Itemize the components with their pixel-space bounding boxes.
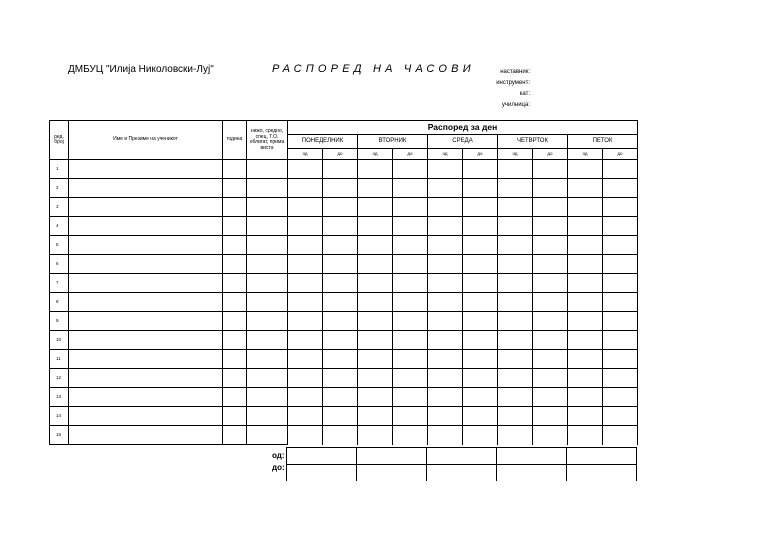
table-cell[interactable] xyxy=(288,198,323,217)
row-number: 13 xyxy=(50,388,69,407)
table-row xyxy=(50,236,638,255)
table-row xyxy=(50,179,638,198)
table-row xyxy=(50,293,638,312)
table-cell[interactable] xyxy=(358,160,393,179)
table-cell[interactable] xyxy=(568,217,603,236)
table-cell[interactable] xyxy=(393,350,428,369)
table-cell[interactable] xyxy=(568,369,603,388)
table-cell[interactable] xyxy=(568,293,603,312)
table-cell[interactable] xyxy=(568,160,603,179)
table-cell[interactable] xyxy=(393,198,428,217)
table-cell[interactable] xyxy=(603,331,638,350)
table-cell[interactable] xyxy=(463,236,498,255)
table-cell[interactable] xyxy=(428,312,463,331)
table-cell[interactable] xyxy=(323,312,358,331)
table-cell[interactable] xyxy=(69,407,223,426)
table-cell[interactable] xyxy=(533,331,568,350)
table-row xyxy=(50,217,638,236)
table-cell[interactable] xyxy=(323,236,358,255)
table-cell[interactable] xyxy=(69,388,223,407)
table-cell[interactable] xyxy=(393,312,428,331)
table-cell[interactable] xyxy=(223,160,247,179)
table-cell[interactable] xyxy=(393,331,428,350)
table-cell[interactable] xyxy=(568,312,603,331)
footer-time-row xyxy=(287,465,637,482)
table-cell[interactable] xyxy=(603,255,638,274)
footer-time-cell[interactable] xyxy=(357,448,427,465)
table-cell[interactable] xyxy=(247,426,288,445)
table-cell[interactable] xyxy=(428,426,463,445)
table-cell[interactable] xyxy=(393,369,428,388)
table-cell[interactable] xyxy=(358,255,393,274)
row-number: 2 xyxy=(50,179,69,198)
col-num-header: ред. број xyxy=(50,121,69,160)
table-cell[interactable] xyxy=(498,236,533,255)
table-cell[interactable] xyxy=(69,179,223,198)
table-cell[interactable] xyxy=(603,217,638,236)
table-cell[interactable] xyxy=(247,350,288,369)
footer-time-cell[interactable] xyxy=(427,448,497,465)
table-cell[interactable] xyxy=(247,217,288,236)
table-cell[interactable] xyxy=(428,369,463,388)
table-cell[interactable] xyxy=(223,274,247,293)
table-cell[interactable] xyxy=(288,350,323,369)
day-header: ПОНЕДЕЛНИК xyxy=(288,135,358,149)
day-header: ПЕТОК xyxy=(568,135,638,149)
table-cell[interactable] xyxy=(463,369,498,388)
table-cell[interactable] xyxy=(323,179,358,198)
table-cell[interactable] xyxy=(533,236,568,255)
table-cell[interactable] xyxy=(69,255,223,274)
table-cell[interactable] xyxy=(323,293,358,312)
page-title: РАСПОРЕД НА ЧАСОВИ xyxy=(272,63,475,75)
from-subheader: од xyxy=(358,149,393,160)
table-cell[interactable] xyxy=(428,407,463,426)
table-cell[interactable] xyxy=(358,331,393,350)
table-cell[interactable] xyxy=(393,388,428,407)
table-cell[interactable] xyxy=(69,426,223,445)
table-cell[interactable] xyxy=(247,274,288,293)
table-cell[interactable] xyxy=(463,274,498,293)
table-cell[interactable] xyxy=(498,274,533,293)
table-cell[interactable] xyxy=(358,350,393,369)
table-cell[interactable] xyxy=(568,331,603,350)
row-number: 4 xyxy=(50,217,69,236)
to-subheader: до xyxy=(463,149,498,160)
table-cell[interactable] xyxy=(223,407,247,426)
day-header: ЧЕТВРТОК xyxy=(498,135,568,149)
to-subheader: до xyxy=(323,149,358,160)
table-cell[interactable] xyxy=(498,350,533,369)
table-cell[interactable] xyxy=(533,274,568,293)
to-subheader: до xyxy=(603,149,638,160)
table-cell[interactable] xyxy=(69,236,223,255)
table-cell[interactable] xyxy=(69,312,223,331)
footer-time-cell[interactable] xyxy=(497,465,567,482)
table-cell[interactable] xyxy=(533,198,568,217)
table-cell[interactable] xyxy=(358,293,393,312)
table-cell[interactable] xyxy=(603,426,638,445)
table-cell[interactable] xyxy=(223,255,247,274)
table-cell[interactable] xyxy=(533,217,568,236)
row-number: 7 xyxy=(50,274,69,293)
table-cell[interactable] xyxy=(223,198,247,217)
table-cell[interactable] xyxy=(463,388,498,407)
table-cell[interactable] xyxy=(463,350,498,369)
table-cell[interactable] xyxy=(463,312,498,331)
table-row xyxy=(50,426,638,445)
table-cell[interactable] xyxy=(463,160,498,179)
table-cell[interactable] xyxy=(428,350,463,369)
table-cell[interactable] xyxy=(358,312,393,331)
table-cell[interactable] xyxy=(603,160,638,179)
table-cell[interactable] xyxy=(603,293,638,312)
table-cell[interactable] xyxy=(498,369,533,388)
schedule-title: Распоред за ден xyxy=(288,121,638,135)
table-cell[interactable] xyxy=(358,217,393,236)
table-row xyxy=(50,255,638,274)
table-cell[interactable] xyxy=(533,426,568,445)
table-cell[interactable] xyxy=(69,160,223,179)
table-cell[interactable] xyxy=(288,179,323,198)
to-subheader: до xyxy=(393,149,428,160)
table-cell[interactable] xyxy=(428,255,463,274)
table-cell[interactable] xyxy=(358,369,393,388)
row-number: 10 xyxy=(50,331,69,350)
table-cell[interactable] xyxy=(393,160,428,179)
from-subheader: од xyxy=(288,149,323,160)
from-subheader: од xyxy=(568,149,603,160)
table-cell[interactable] xyxy=(323,388,358,407)
table-cell[interactable] xyxy=(288,255,323,274)
table-cell[interactable] xyxy=(533,369,568,388)
table-cell[interactable] xyxy=(428,217,463,236)
table-cell[interactable] xyxy=(69,350,223,369)
table-cell[interactable] xyxy=(358,274,393,293)
table-cell[interactable] xyxy=(568,274,603,293)
table-cell[interactable] xyxy=(463,331,498,350)
schedule-table xyxy=(49,120,638,445)
row-number: 12 xyxy=(50,369,69,388)
table-cell[interactable] xyxy=(223,217,247,236)
table-cell[interactable] xyxy=(428,160,463,179)
table-cell[interactable] xyxy=(247,236,288,255)
table-cell[interactable] xyxy=(533,179,568,198)
footer-to-label: до: xyxy=(272,463,285,472)
table-cell[interactable] xyxy=(533,350,568,369)
table-cell[interactable] xyxy=(533,255,568,274)
table-cell[interactable] xyxy=(223,369,247,388)
table-cell[interactable] xyxy=(247,388,288,407)
table-cell[interactable] xyxy=(358,236,393,255)
table-cell[interactable] xyxy=(323,331,358,350)
table-cell[interactable] xyxy=(568,236,603,255)
row-number: 8 xyxy=(50,293,69,312)
col-level-header: нижо, средно, спец, Т.О. облигат, прима виста xyxy=(247,121,288,160)
table-cell[interactable] xyxy=(358,388,393,407)
table-cell[interactable] xyxy=(568,179,603,198)
table-cell[interactable] xyxy=(603,274,638,293)
department-label: кат: xyxy=(519,91,530,97)
table-cell[interactable] xyxy=(247,255,288,274)
table-cell[interactable] xyxy=(393,293,428,312)
row-number: 15 xyxy=(50,426,69,445)
table-cell[interactable] xyxy=(603,179,638,198)
table-cell[interactable] xyxy=(498,179,533,198)
table-cell[interactable] xyxy=(603,350,638,369)
table-cell[interactable] xyxy=(288,274,323,293)
table-row xyxy=(50,331,638,350)
row-number: 5 xyxy=(50,236,69,255)
table-cell[interactable] xyxy=(323,407,358,426)
table-cell[interactable] xyxy=(288,293,323,312)
row-number: 14 xyxy=(50,407,69,426)
school-name: ДМБУЦ "Илија Николовски-Луј" xyxy=(68,64,214,75)
table-cell[interactable] xyxy=(323,160,358,179)
table-cell[interactable] xyxy=(463,198,498,217)
table-cell[interactable] xyxy=(498,426,533,445)
table-cell[interactable] xyxy=(428,274,463,293)
table-cell[interactable] xyxy=(323,198,358,217)
table-cell[interactable] xyxy=(463,179,498,198)
table-cell[interactable] xyxy=(428,179,463,198)
table-cell[interactable] xyxy=(498,160,533,179)
table-cell[interactable] xyxy=(428,331,463,350)
table-cell[interactable] xyxy=(393,255,428,274)
row-number: 3 xyxy=(50,198,69,217)
row-number: 1 xyxy=(50,160,69,179)
table-row xyxy=(50,198,638,217)
table-cell[interactable] xyxy=(463,426,498,445)
table-cell[interactable] xyxy=(393,236,428,255)
table-cell[interactable] xyxy=(323,274,358,293)
table-cell[interactable] xyxy=(223,236,247,255)
footer-time-cell[interactable] xyxy=(567,448,637,465)
table-cell[interactable] xyxy=(603,236,638,255)
table-cell[interactable] xyxy=(533,312,568,331)
table-cell[interactable] xyxy=(247,331,288,350)
table-cell[interactable] xyxy=(247,407,288,426)
table-cell[interactable] xyxy=(358,179,393,198)
classroom-label: училница: xyxy=(501,102,530,108)
table-cell[interactable] xyxy=(463,407,498,426)
table-row xyxy=(50,388,638,407)
col-year-header: година xyxy=(223,121,247,160)
table-cell[interactable] xyxy=(247,198,288,217)
footer-time-cell[interactable] xyxy=(567,465,637,482)
table-cell[interactable] xyxy=(568,198,603,217)
table-cell[interactable] xyxy=(247,179,288,198)
table-cell[interactable] xyxy=(223,312,247,331)
table-cell[interactable] xyxy=(568,407,603,426)
footer-time-cell[interactable] xyxy=(287,465,357,482)
table-cell[interactable] xyxy=(428,198,463,217)
table-cell[interactable] xyxy=(603,369,638,388)
table-cell[interactable] xyxy=(428,293,463,312)
table-cell[interactable] xyxy=(568,388,603,407)
table-cell[interactable] xyxy=(358,426,393,445)
table-row xyxy=(50,407,638,426)
table-cell[interactable] xyxy=(603,388,638,407)
table-cell[interactable] xyxy=(323,369,358,388)
table-cell[interactable] xyxy=(323,426,358,445)
table-cell[interactable] xyxy=(568,426,603,445)
table-cell[interactable] xyxy=(69,331,223,350)
table-cell[interactable] xyxy=(533,407,568,426)
footer-time-row xyxy=(287,448,637,465)
table-cell[interactable] xyxy=(288,388,323,407)
from-subheader: од xyxy=(498,149,533,160)
row-number: 9 xyxy=(50,312,69,331)
table-cell[interactable] xyxy=(603,407,638,426)
day-header: ВТОРНИК xyxy=(358,135,428,149)
table-row xyxy=(50,274,638,293)
footer-time-cell[interactable] xyxy=(497,448,567,465)
table-cell[interactable] xyxy=(533,160,568,179)
table-cell[interactable] xyxy=(393,407,428,426)
footer-from-label: од: xyxy=(272,451,285,460)
table-cell[interactable] xyxy=(223,179,247,198)
table-cell[interactable] xyxy=(288,236,323,255)
table-cell[interactable] xyxy=(568,350,603,369)
table-cell[interactable] xyxy=(288,331,323,350)
table-cell[interactable] xyxy=(223,350,247,369)
table-cell[interactable] xyxy=(288,160,323,179)
table-cell[interactable] xyxy=(323,255,358,274)
table-cell[interactable] xyxy=(69,369,223,388)
table-cell[interactable] xyxy=(358,407,393,426)
table-cell[interactable] xyxy=(288,217,323,236)
to-subheader: до xyxy=(533,149,568,160)
row-number: 6 xyxy=(50,255,69,274)
table-cell[interactable] xyxy=(223,388,247,407)
table-cell[interactable] xyxy=(69,217,223,236)
table-cell[interactable] xyxy=(498,198,533,217)
table-cell[interactable] xyxy=(568,255,603,274)
table-cell[interactable] xyxy=(393,426,428,445)
table-cell[interactable] xyxy=(463,293,498,312)
table-cell[interactable] xyxy=(223,426,247,445)
table-cell[interactable] xyxy=(247,312,288,331)
table-cell[interactable] xyxy=(498,331,533,350)
table-cell[interactable] xyxy=(288,369,323,388)
table-cell[interactable] xyxy=(69,274,223,293)
table-cell[interactable] xyxy=(428,388,463,407)
footer-time-table xyxy=(286,447,637,481)
table-cell[interactable] xyxy=(498,217,533,236)
table-row xyxy=(50,312,638,331)
table-cell[interactable] xyxy=(533,293,568,312)
table-cell[interactable] xyxy=(428,236,463,255)
instrument-label: инструмент: xyxy=(496,80,530,86)
table-cell[interactable] xyxy=(393,217,428,236)
table-cell[interactable] xyxy=(603,198,638,217)
table-cell[interactable] xyxy=(393,179,428,198)
table-cell[interactable] xyxy=(288,312,323,331)
table-row xyxy=(50,350,638,369)
table-cell[interactable] xyxy=(247,293,288,312)
table-cell[interactable] xyxy=(69,293,223,312)
col-name-header: Име и Презиме на ученикот xyxy=(69,121,223,160)
table-cell[interactable] xyxy=(288,426,323,445)
table-row xyxy=(50,160,638,179)
footer-time-cell[interactable] xyxy=(287,448,357,465)
table-cell[interactable] xyxy=(69,198,223,217)
table-cell[interactable] xyxy=(223,293,247,312)
teacher-label: наставник: xyxy=(500,69,530,75)
table-cell[interactable] xyxy=(603,312,638,331)
from-subheader: од xyxy=(428,149,463,160)
day-header: СРЕДА xyxy=(428,135,498,149)
table-cell[interactable] xyxy=(498,407,533,426)
table-cell[interactable] xyxy=(498,312,533,331)
table-cell[interactable] xyxy=(247,369,288,388)
table-row xyxy=(50,369,638,388)
table-cell[interactable] xyxy=(463,255,498,274)
table-cell[interactable] xyxy=(358,198,393,217)
footer-time-cell[interactable] xyxy=(427,465,497,482)
table-cell[interactable] xyxy=(498,255,533,274)
table-cell[interactable] xyxy=(323,350,358,369)
table-cell[interactable] xyxy=(393,274,428,293)
footer-time-cell[interactable] xyxy=(357,465,427,482)
table-cell[interactable] xyxy=(223,331,247,350)
table-cell[interactable] xyxy=(288,407,323,426)
table-cell[interactable] xyxy=(498,293,533,312)
table-cell[interactable] xyxy=(498,388,533,407)
table-cell[interactable] xyxy=(463,217,498,236)
table-cell[interactable] xyxy=(247,160,288,179)
table-cell[interactable] xyxy=(533,388,568,407)
table-cell[interactable] xyxy=(323,217,358,236)
row-number: 11 xyxy=(50,350,69,369)
